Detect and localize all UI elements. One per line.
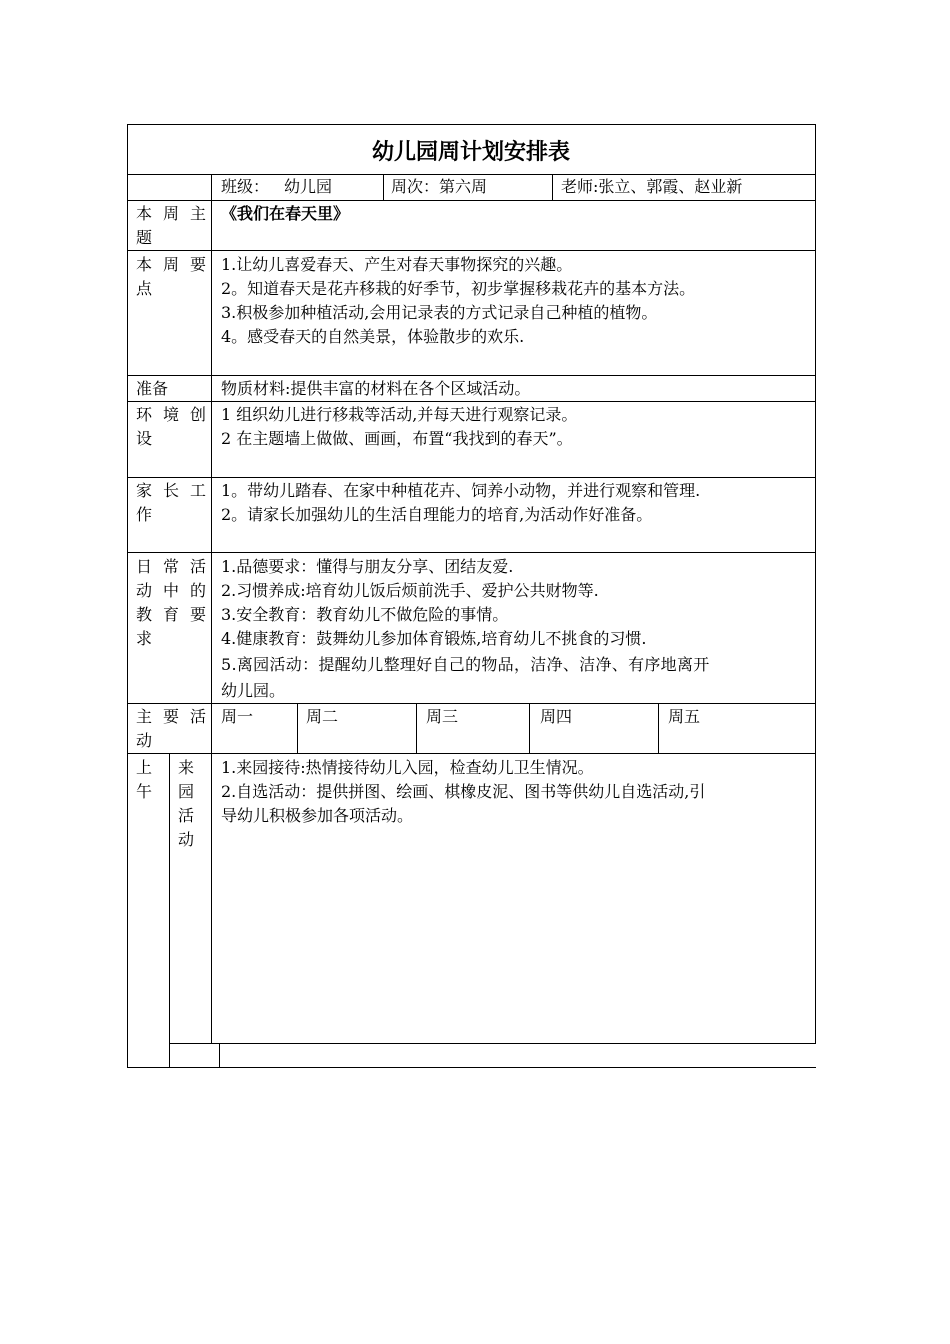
arrival-label: 动: [178, 830, 195, 849]
parents-label-2: 作: [136, 505, 153, 524]
theme-label-2: 题: [136, 228, 153, 247]
goal-item: 2。知道春天是花卉移栽的好季节，初步掌握移栽花卉的基本方法。: [221, 279, 696, 298]
daily-item: 2.习惯养成:培育幼儿饭后烦前洗手、爱护公共财物等.: [221, 581, 599, 600]
page-title: 幼儿园周计划安排表: [371, 139, 570, 165]
theme-label: 本周主: [136, 204, 206, 223]
prep-value: 物质材料:提供丰富的材料在各个区域活动。: [221, 379, 531, 398]
day-thursday: 周四: [540, 707, 573, 726]
week-label: 周次：: [391, 177, 440, 196]
day-wednesday: 周三: [426, 707, 459, 726]
daily-item: 3.安全教育：教育幼儿不做危险的事情。: [221, 605, 509, 624]
daily-item: 5.离园活动：提醒幼儿整理好自己的物品，洁净、洁净、有序地离开: [221, 655, 710, 674]
arrival-label: 活: [178, 806, 195, 825]
arrival-label: 来: [178, 758, 195, 777]
morning-label: 午: [136, 782, 153, 801]
arrival-label: 园: [178, 782, 195, 801]
env-item: 2 在主题墙上做做、画画，布置“我找到的春天”。: [221, 429, 573, 448]
daily-label: 日常活: [136, 557, 206, 576]
env-label-2: 设: [136, 429, 153, 448]
goal-item: 3.积极参加种植活动,会用记录表的方式记录自己种植的植物。: [221, 303, 658, 322]
week-value: 第六周: [439, 177, 488, 196]
morning-label: 上: [136, 758, 153, 777]
env-label: 环境创: [136, 405, 206, 424]
morning-item: 1.来园接待:热情接待幼儿入园，检查幼儿卫生情况。: [221, 758, 594, 777]
env-item: 1 组织幼儿进行移栽等活动,并每天进行观察记录。: [221, 405, 578, 424]
daily-item: 幼儿园。: [221, 681, 286, 700]
teacher-info: 老师:张立、郭霞、赵业新: [561, 177, 743, 196]
class-label: 班级：: [221, 177, 270, 196]
goals-label: 本周要: [136, 255, 206, 274]
daily-label: 求: [136, 629, 153, 648]
goal-item: 4。感受春天的自然美景，体验散步的欢乐.: [221, 327, 525, 346]
morning-item: 导幼儿积极参加各项活动。: [221, 806, 414, 825]
day-monday: 周一: [221, 707, 254, 726]
prep-label: 准备: [136, 379, 169, 398]
activities-label: 主要活: [136, 707, 206, 726]
class-value: 幼儿园: [284, 177, 333, 196]
theme-value: 《我们在春天里》: [221, 204, 350, 223]
daily-item: 4.健康教育：鼓舞幼儿参加体育锻炼,培育幼儿不挑食的习惯.: [221, 629, 647, 648]
day-friday: 周五: [668, 707, 701, 726]
morning-item: 2.自选活动：提供拼图、绘画、棋橡皮泥、图书等供幼儿自选活动,引: [221, 782, 706, 801]
day-tuesday: 周二: [306, 707, 339, 726]
goals-label-2: 点: [136, 279, 153, 298]
goal-item: 1.让幼儿喜爱春天、产生对春天事物探究的兴趣。: [221, 255, 573, 274]
daily-label: 教育要: [136, 605, 206, 624]
daily-item: 1.品德要求：懂得与朋友分享、团结友爱.: [221, 557, 514, 576]
daily-label: 动中的: [136, 581, 206, 600]
parents-label: 家长工: [136, 481, 206, 500]
parents-item: 1。带幼儿踏春、在家中种植花卉、饲养小动物，并进行观察和管理.: [221, 481, 701, 500]
parents-item: 2。请家长加强幼儿的生活自理能力的培育,为活动作好准备。: [221, 505, 653, 524]
activities-label-2: 动: [136, 731, 153, 750]
